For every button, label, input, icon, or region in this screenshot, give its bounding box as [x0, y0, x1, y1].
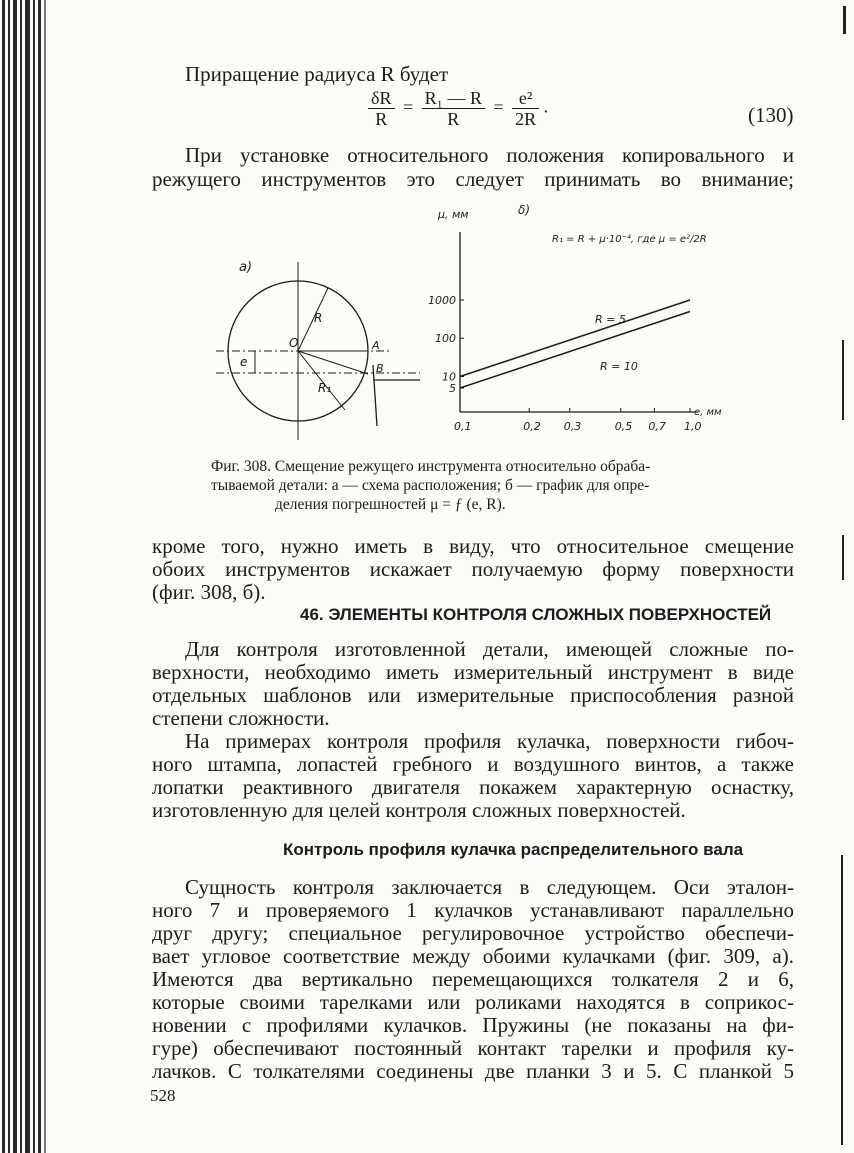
page-number: 528: [150, 1086, 176, 1105]
series-line: [460, 300, 690, 376]
para3-line: верхности, необходимо иметь измерительный инструмент в виде: [152, 660, 794, 684]
para3-line: степени сложности.: [152, 706, 330, 730]
x-tick-label: 0,7: [648, 420, 666, 433]
radius-r: [298, 288, 328, 351]
fig-label-a: а): [239, 260, 253, 275]
fig-label-b: δ): [518, 203, 531, 217]
y-tick-label: 100: [435, 332, 456, 346]
label-r1: R₁: [318, 381, 332, 395]
formula-130: $\frac{\delta R}{R}$ = $\frac{\text{R₁ — R}}{R}$ = $\frac{\text{e²}}{2R}$ .: [368, 88, 548, 129]
para5-line: вает угловое соответствие между обоими кулачками (фиг. 309, а).: [152, 944, 794, 968]
x-tick-label: 0,5: [614, 420, 633, 433]
para5-line: новении с профилями кулачков. Пружины (не показаны на фи-: [152, 1013, 794, 1037]
para3-line: Для контроля изготовленной детали, имеющей сложные по-: [185, 637, 794, 661]
para5-line: друг другу; специальное регулировочное устройство обеспечи-: [152, 921, 794, 945]
radius-b: [298, 351, 368, 374]
formula-note: R₁ = R + μ·10⁻⁴, где μ = e²/2R: [552, 234, 707, 245]
y-axis-label: μ, мм: [438, 208, 469, 221]
x-tick-label: 0,2: [523, 420, 541, 433]
para4-line: ного штампа, лопастей гребного и воздушного винтов, а также: [152, 752, 794, 776]
y-tick-label: 5: [449, 382, 456, 395]
x-axis-label: e, мм: [694, 407, 722, 418]
x-tick-label: 1,0: [684, 420, 702, 433]
para4-line: изготовленную для целей контроля сложных поверхностей.: [152, 798, 686, 822]
para4-line: На примерах контроля профиля кулачка, поверхности гибоч-: [185, 729, 794, 753]
para1-line: режущего инструментов это следует принимать во внимание;: [152, 167, 794, 191]
para5-line: лачков. С толкателями соединены две планки 3 и 5. С планкой 5: [152, 1059, 794, 1083]
label-o: O: [289, 336, 299, 350]
fraction-mid: $\frac{\text{R₁ — R}}{R}$: [422, 88, 485, 129]
para5-line: ного 7 и проверяемого 1 кулачков устанавливают параллельно: [152, 898, 794, 922]
para4-line: лопатки реактивного двигателя покажем характерную оснастку,: [152, 775, 794, 799]
para3-line: отдельных шаблонов или измерительные приспособления разной: [152, 683, 794, 707]
para5-line: которые своими тарелками или роликами находятся в соприкос-: [152, 990, 794, 1014]
chart-plot: [428, 232, 702, 433]
intro-line: Приращение радиуса R будет: [185, 62, 449, 86]
equation-number: (130): [748, 103, 794, 127]
section-heading: 46. ЭЛЕМЕНТЫ КОНТРОЛЯ СЛОЖНЫХ ПОВЕРХНОСТЕЙ: [300, 605, 772, 624]
series-label: R = 5: [595, 313, 626, 327]
caption-line: тываемой детали: а — схема расположения; б — график для опре-: [211, 477, 650, 494]
label-b: B: [376, 362, 384, 375]
figure-308: [0, 0, 854, 460]
series-line: [460, 312, 690, 388]
caption-line: деления погрешностей μ = ƒ (e, R).: [275, 496, 506, 513]
label-r: R: [314, 311, 323, 325]
fraction-lhs: $\frac{\delta R}{R}$: [368, 88, 395, 129]
fraction-rhs: $\frac{\text{e²}}{2R}$: [512, 88, 539, 129]
subheading: Контроль профиля кулачка распределительного вала: [283, 840, 744, 859]
label-a: A: [372, 339, 380, 352]
para5-line: Имеются два вертикально перемещающихся толкателя 2 и 6,: [152, 967, 794, 991]
y-tick-label: 10: [442, 370, 456, 384]
y-tick-label: 1000: [428, 294, 456, 307]
para5-line: гуре) обеспечивают постоянный контакт тарелки и профиля ку-: [152, 1036, 794, 1060]
caption-line: Фиг. 308. Смещение режущего инструмента относительно обраба-: [211, 458, 651, 475]
para2-line: (фиг. 308, б).: [152, 580, 266, 604]
x-tick-label: 0,3: [563, 420, 582, 433]
series-label: R = 10: [600, 359, 638, 373]
para2-line: кроме того, нужно иметь в виду, что относительное смещение: [152, 534, 794, 558]
x-tick-label: 0,1: [454, 420, 472, 433]
para2-line: обоих инструментов искажает получаемую форму поверхности: [152, 557, 794, 581]
label-e: e: [240, 355, 248, 369]
para5-line: Сущность контроля заключается в следующем. Оси эталон-: [185, 875, 794, 899]
para1-line: При установке относительного положения копировального и: [185, 143, 794, 167]
